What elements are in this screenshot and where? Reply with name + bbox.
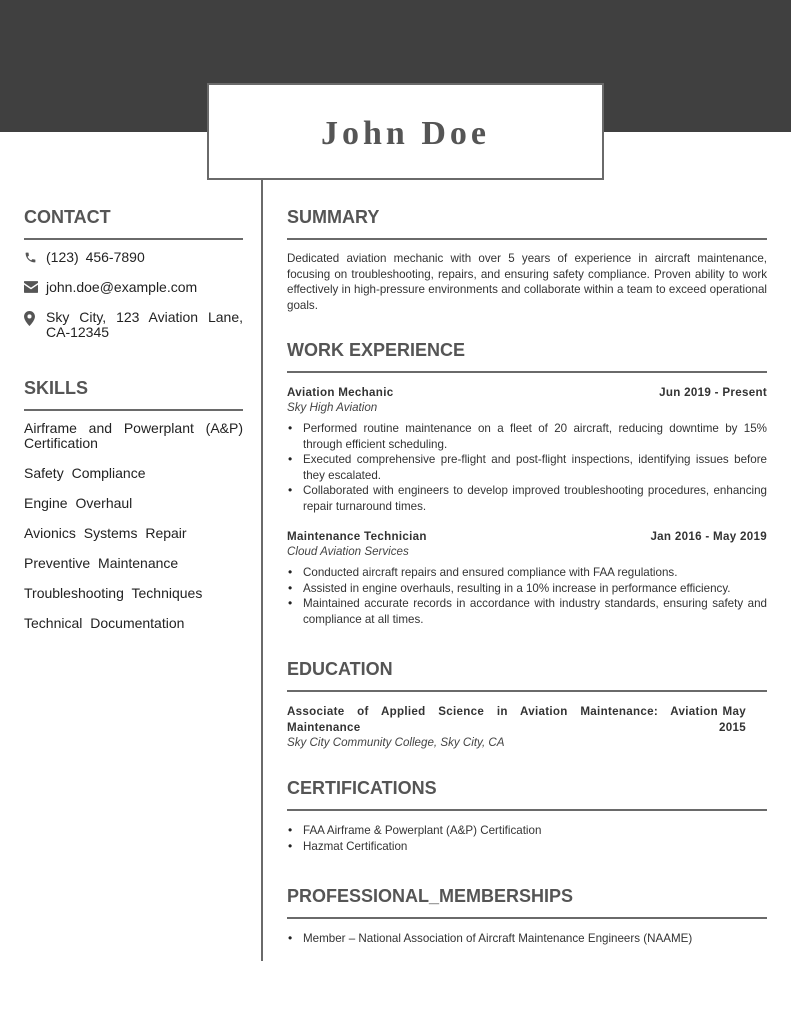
education-section xyxy=(287,658,767,750)
section-rule xyxy=(287,238,767,240)
right-column xyxy=(287,206,767,947)
skills-title: SKILLS xyxy=(24,378,89,398)
skill-item: Avionics Systems Repair xyxy=(24,525,187,541)
contact-title: CONTACT xyxy=(24,207,111,227)
email-text[interactable]: john.doe@example.com xyxy=(46,279,198,295)
job-bullet: • Executed comprehensive pre-flight and post-flight inspections, identifying issues before they escalated. xyxy=(287,452,767,483)
job-bullet: • Collaborated with engineers to develop improved troubleshooting procedures, enhancing repair turnaround times. xyxy=(287,483,767,514)
left-column xyxy=(24,206,243,646)
job-bullet: • Assisted in engine overhauls, resulting in a 10% increase in performance efficiency. xyxy=(287,581,767,597)
contact-section xyxy=(24,206,243,340)
contact-address xyxy=(24,310,243,340)
section-rule xyxy=(287,917,767,919)
job-entry xyxy=(287,529,767,627)
section-rule xyxy=(287,809,767,811)
job-role: Aviation Mechanic xyxy=(287,386,394,399)
contact-email xyxy=(24,280,243,295)
name-box xyxy=(207,83,604,180)
map-pin-icon xyxy=(24,310,46,326)
column-divider xyxy=(261,180,263,961)
skill-item: Safety Compliance xyxy=(24,465,146,481)
skills-section xyxy=(24,377,243,631)
job-bullet: • Maintained accurate records in accordance with industry standards, ensuring safety and compliance at all times. xyxy=(287,596,767,627)
contact-phone xyxy=(24,250,243,265)
experience-section xyxy=(287,339,767,627)
experience-title: WORK EXPERIENCE xyxy=(287,340,466,360)
phone-icon xyxy=(24,250,46,264)
address-text: Sky City, 123 Aviation Lane, CA-12345 xyxy=(46,309,243,340)
memberships-title: PROFESSIONAL_MEMBERSHIPS xyxy=(287,886,574,906)
phone-text: (123) 456-7890 xyxy=(46,249,145,265)
job-company: Sky High Aviation xyxy=(287,401,378,414)
summary-title: SUMMARY xyxy=(287,207,380,227)
certifications-section xyxy=(287,777,767,854)
certification-item: • FAA Airframe & Powerplant (A&P) Certification xyxy=(287,823,767,839)
job-bullet: • Performed routine maintenance on a fleet of 20 aircraft, reducing downtime by 15% through efficient scheduling. xyxy=(287,421,767,452)
certification-item: • Hazmat Certification xyxy=(287,839,767,855)
skill-item: Preventive Maintenance xyxy=(24,555,179,571)
certifications-title: CERTIFICATIONS xyxy=(287,778,437,798)
candidate-name: John Doe xyxy=(321,114,490,152)
membership-item: • Member – National Association of Aircraft Maintenance Engineers (NAAME) xyxy=(287,931,767,947)
skill-item: Technical Documentation xyxy=(24,615,185,631)
skill-item: Troubleshooting Techniques xyxy=(24,585,203,601)
skill-item: Engine Overhaul xyxy=(24,495,133,511)
section-rule xyxy=(287,690,767,692)
skill-item: Airframe and Powerplant (A&P) Certification xyxy=(24,420,243,451)
education-title: EDUCATION xyxy=(287,659,393,679)
summary-section xyxy=(287,206,767,313)
job-company: Cloud Aviation Services xyxy=(287,545,409,558)
job-dates: Jan 2016 - May 2019 xyxy=(650,530,767,543)
education-date: May 2015 xyxy=(719,705,746,734)
envelope-icon xyxy=(24,280,46,293)
education-school: Sky City Community College, Sky City, CA xyxy=(287,736,505,749)
job-entry xyxy=(287,385,767,514)
job-bullet: • Conducted aircraft repairs and ensured compliance with FAA regulations. xyxy=(287,565,767,581)
section-rule xyxy=(24,238,243,240)
memberships-section xyxy=(287,885,767,947)
section-rule xyxy=(24,409,243,411)
section-rule xyxy=(287,371,767,373)
education-degree: Associate of Applied Science in Aviation Maintenance: Aviation Maintenance xyxy=(287,705,718,734)
job-dates: Jun 2019 - Present xyxy=(659,386,767,399)
job-role: Maintenance Technician xyxy=(287,530,427,543)
summary-text: Dedicated aviation mechanic with over 5 years of experience in aircraft maintenance, focusing on troubleshooting, repairs, and ensuring safety compliance. Proven ability to work effectively in high-pressure environments and collaborate within a team to exceed operational goals. xyxy=(287,252,767,312)
